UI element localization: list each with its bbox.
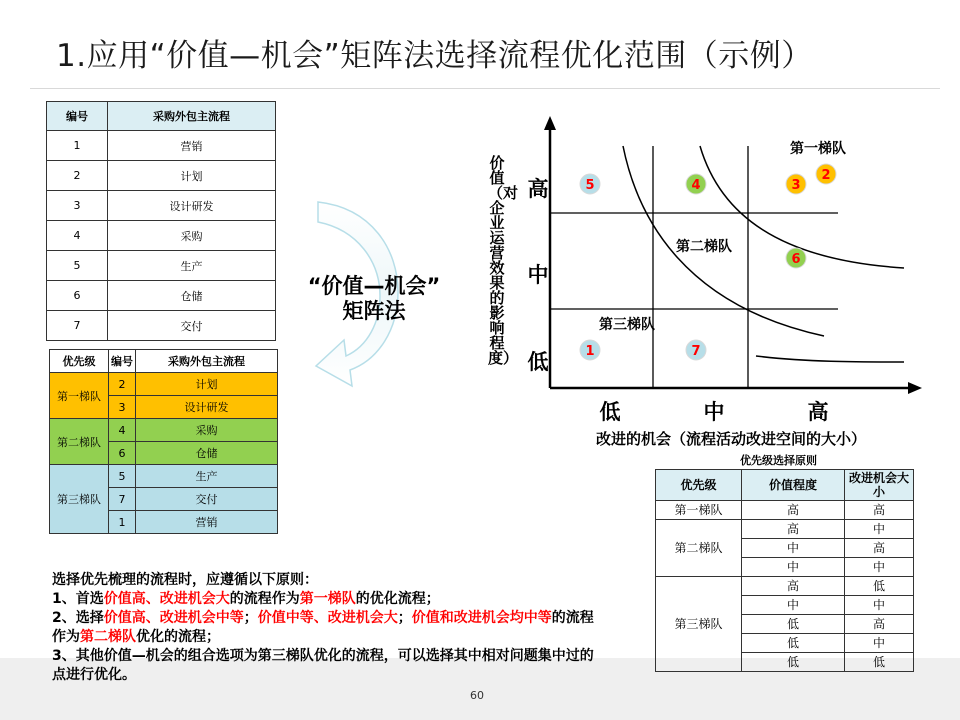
- table-cell: 高: [845, 615, 914, 634]
- tier-boundary-curve-tail: [756, 356, 904, 362]
- principles-table: [655, 469, 914, 672]
- y-tick-low: 低: [527, 350, 549, 374]
- matrix-point-6: [786, 248, 806, 268]
- point-label: 7: [691, 344, 701, 359]
- header-cell: 优先级: [50, 350, 109, 373]
- table-cell: 中: [845, 596, 914, 615]
- table-cell: 中: [742, 539, 845, 558]
- table-cell: 高: [742, 520, 845, 539]
- table-cell: 1: [109, 511, 136, 534]
- matrix-point-4: [686, 174, 706, 194]
- table-cell: 设计研发: [108, 191, 276, 221]
- table-cell: 低: [742, 615, 845, 634]
- table-cell: 仓储: [136, 442, 278, 465]
- notes-rule-3: 3、其他价值—机会的组合选项为第三梯队优化的流程，可以选择其中相对问题集中过的点进行优化。: [52, 648, 594, 683]
- table-row: [47, 311, 276, 341]
- table-cell: 高: [742, 501, 845, 520]
- notes-rule-2: [52, 609, 597, 647]
- point-label: 6: [791, 252, 801, 267]
- table-cell: 营销: [108, 131, 276, 161]
- table-cell: 6: [109, 442, 136, 465]
- note-text: 1、首选: [52, 591, 104, 607]
- header-cell: 编号: [47, 102, 108, 131]
- matrix-point-1: [580, 340, 600, 360]
- method-line-1: “价值—机会”: [307, 274, 441, 298]
- table-cell: 7: [109, 488, 136, 511]
- point-label: 5: [585, 178, 595, 193]
- y-tick-mid: 中: [527, 263, 549, 287]
- zone-label-tier-2: 第二梯队: [676, 239, 732, 255]
- table-row: [47, 191, 276, 221]
- y-tick-high: 高: [527, 177, 549, 201]
- table-header-row: [50, 350, 278, 373]
- matrix-point-5: [580, 174, 600, 194]
- note-highlight: 价值中等、改进机会大: [257, 610, 398, 626]
- notes-rule-1: [52, 590, 597, 609]
- zone-label-tier-3: 第三梯队: [599, 317, 655, 333]
- note-text: 优化的流程；: [136, 629, 220, 645]
- table-cell: 5: [109, 465, 136, 488]
- table-cell: 2: [47, 161, 108, 191]
- table-cell: 低: [845, 577, 914, 596]
- table-row: [47, 161, 276, 191]
- point-label: 2: [821, 168, 831, 183]
- title-divider: [30, 88, 940, 89]
- method-line-2: 矩阵法: [342, 299, 406, 323]
- priority-cell: 第三梯队: [656, 577, 742, 672]
- method-label: [294, 274, 454, 324]
- table-header-row: [656, 470, 914, 501]
- note-text: 的优化流程；: [355, 591, 440, 607]
- table-cell: 生产: [108, 251, 276, 281]
- table-cell: 高: [845, 501, 914, 520]
- principles-table-caption: 优先级选择原则: [740, 454, 817, 467]
- table-cell: 采购: [136, 419, 278, 442]
- y-axis-arrowhead: [544, 116, 556, 130]
- note-highlight: 价值和改进机会均中等: [411, 610, 552, 626]
- matrix-point-2: [816, 164, 836, 184]
- table-row: [47, 221, 276, 251]
- page-title: 1.应用“价值—机会”矩阵法选择流程优化范围（示例）: [56, 38, 813, 74]
- matrix-point-3: [786, 174, 806, 194]
- priority-cell: 第一梯队: [656, 501, 742, 520]
- header-cell: 优先级: [656, 470, 742, 501]
- table-cell: 6: [47, 281, 108, 311]
- table-cell: 交付: [108, 311, 276, 341]
- priority-cell: 第二梯队: [50, 419, 109, 465]
- table-cell: 5: [47, 251, 108, 281]
- table-cell: 中: [742, 558, 845, 577]
- note-highlight: 价值高、改进机会中等: [103, 610, 244, 626]
- note-highlight: 第二梯队: [80, 629, 136, 645]
- table-cell: 计划: [136, 373, 278, 396]
- table-row: [50, 419, 278, 442]
- selection-notes: [52, 571, 597, 685]
- table-cell: 计划: [108, 161, 276, 191]
- table-cell: 高: [742, 577, 845, 596]
- zone-label-tier-1: 第一梯队: [790, 141, 846, 157]
- x-tick-low: 低: [599, 400, 621, 424]
- table-row: [50, 465, 278, 488]
- table-row: [656, 501, 914, 520]
- note-text: 的流程作为: [229, 591, 300, 607]
- table-cell: 营销: [136, 511, 278, 534]
- table-row: [656, 520, 914, 539]
- point-label: 3: [791, 178, 801, 193]
- table-cell: 采购: [108, 221, 276, 251]
- header-cell: 采购外包主流程: [136, 350, 278, 373]
- table-row: [50, 373, 278, 396]
- process-list-table: [46, 101, 276, 341]
- header-cell: 改进机会大小: [845, 470, 914, 501]
- point-label: 1: [585, 344, 595, 359]
- table-cell: 2: [109, 373, 136, 396]
- x-axis-title: 改进的机会（流程活动改进空间的大小）: [596, 430, 867, 448]
- table-row: [47, 131, 276, 161]
- priority-cell: 第三梯队: [50, 465, 109, 534]
- priority-group-table: [49, 349, 278, 534]
- table-cell: 1: [47, 131, 108, 161]
- table-cell: 3: [109, 396, 136, 419]
- y-axis-title: 价值（对企业运营效果的影响程度）: [488, 154, 519, 367]
- table-cell: 中: [845, 634, 914, 653]
- x-tick-mid: 中: [703, 400, 725, 424]
- table-cell: 4: [47, 221, 108, 251]
- table-cell: 仓储: [108, 281, 276, 311]
- table-cell: 低: [742, 634, 845, 653]
- table-cell: 高: [845, 539, 914, 558]
- value-opportunity-matrix: [476, 110, 926, 430]
- note-highlight: 第一梯队: [299, 591, 356, 607]
- table-cell: 中: [845, 520, 914, 539]
- x-axis-arrowhead: [908, 382, 922, 394]
- priority-cell: 第一梯队: [50, 373, 109, 419]
- point-label: 4: [691, 178, 701, 193]
- note-text: 2、选择: [52, 610, 104, 626]
- table-cell: 低: [845, 653, 914, 672]
- table-cell: 7: [47, 311, 108, 341]
- table-cell: 低: [742, 653, 845, 672]
- table-cell: 交付: [136, 488, 278, 511]
- table-cell: 中: [742, 596, 845, 615]
- matrix-point-7: [686, 340, 706, 360]
- table-cell: 3: [47, 191, 108, 221]
- table-cell: 生产: [136, 465, 278, 488]
- note-text: ；: [397, 610, 412, 626]
- notes-intro: 选择优先梳理的流程时，应遵循以下原则：: [52, 572, 318, 588]
- priority-cell: 第二梯队: [656, 520, 742, 577]
- table-row: [47, 281, 276, 311]
- table-header-row: [47, 102, 276, 131]
- table-cell: 中: [845, 558, 914, 577]
- header-cell: 价值程度: [742, 470, 845, 501]
- header-cell: 编号: [109, 350, 136, 373]
- note-text: 的流程作为: [52, 610, 594, 645]
- page-number: 60: [470, 689, 484, 702]
- x-tick-high: 高: [807, 400, 829, 424]
- table-cell: 4: [109, 419, 136, 442]
- table-row: [656, 577, 914, 596]
- note-highlight: 价值高、改进机会大: [103, 591, 230, 607]
- table-cell: 设计研发: [136, 396, 278, 419]
- header-cell: 采购外包主流程: [108, 102, 276, 131]
- note-text: ；: [243, 610, 258, 626]
- table-row: [47, 251, 276, 281]
